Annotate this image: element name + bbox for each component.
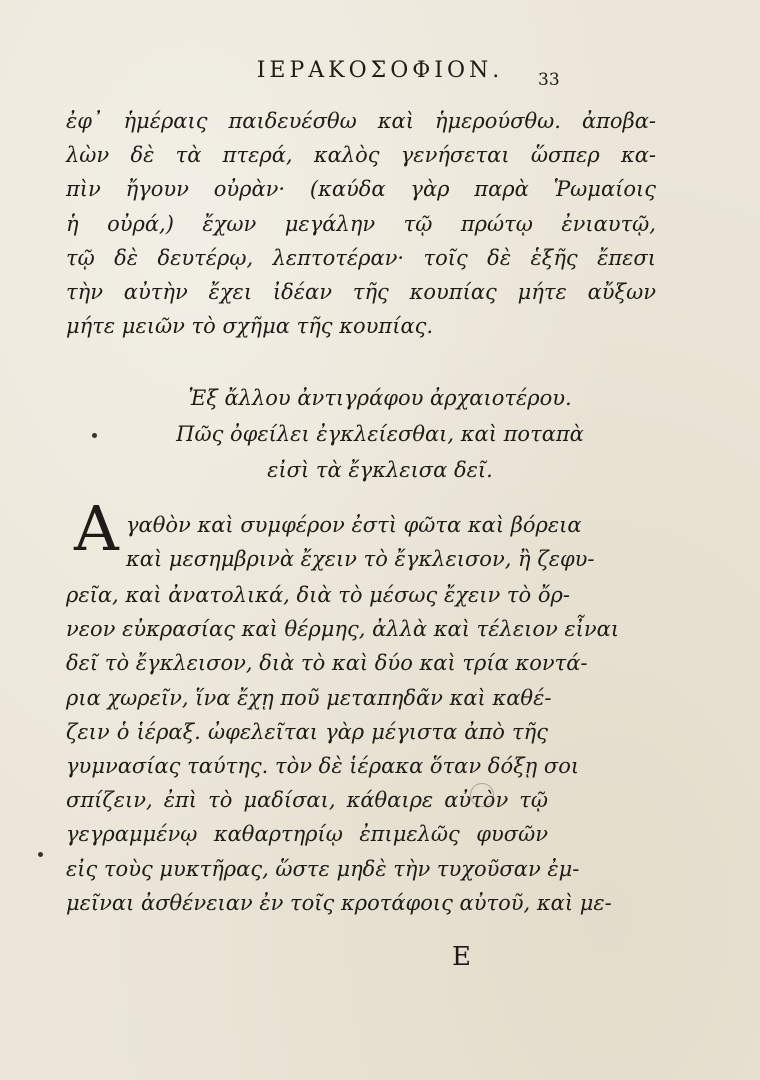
paragraph-1 — [66, 104, 656, 343]
text-line: τὴν αὐτὴν ἔχει ἰδέαν τῆς κουπίας μήτε αὔξων — [66, 280, 656, 305]
ink-blot-mark — [470, 783, 494, 807]
paragraph-2-indented — [126, 508, 595, 576]
heading-line: Πῶς ὀφείλει ἐγκλείεσθαι, καὶ ποταπὰ — [176, 422, 584, 446]
running-head: ΙΕΡΑΚΟΣΟΦΙΟΝ. — [256, 58, 504, 83]
text-line: λὼν δὲ τὰ πτερά, καλὸς γενήσεται ὥσπερ κα- — [66, 143, 656, 168]
heading-line: εἰσὶ τὰ ἔγκλεισα δεῖ. — [267, 458, 493, 482]
text-line: τῷ δὲ δευτέρῳ, λεπτοτέραν· τοῖς δὲ ἑξῆς ἔπεσι — [66, 245, 656, 270]
text-line: καὶ μεσημβρινὰ ἔχειν τὸ ἔγκλεισον, ἢ ζεφυ- — [126, 547, 595, 572]
text-line: γυμνασίας ταύτης. τὸν δὲ ἱέρακα ὅταν δόξῃ σοι — [66, 754, 580, 779]
text-line: σπίζειν, ἐπὶ τὸ μαδίσαι, κάθαιρε αὐτὸν τῷ — [66, 788, 548, 813]
paragraph-2 — [66, 578, 620, 920]
text-line: ἐφ᾽ ἡμέραις παιδευέσθω καὶ ἡμερούσθω. ἀποβα- — [66, 109, 656, 133]
margin-dot-mark — [38, 852, 43, 857]
text-line: δεῖ τὸ ἔγκλεισον, διὰ τὸ καὶ δύο καὶ τρία κοντά- — [66, 651, 588, 676]
text-line: ἡ οὐρά,) ἔχων μεγάλην τῷ πρώτῳ ἐνιαυτῷ, — [66, 211, 656, 236]
text-line: γεγραμμένῳ καθαρτηρίῳ ἐπιμελῶς φυσῶν — [66, 822, 548, 847]
heading-line: Ἐξ ἄλλου ἀντιγράφου ἀρχαιοτέρου. — [188, 386, 572, 410]
text-line: πὶν ἤγουν οὐρὰν· (καύδα γὰρ παρὰ Ῥωμαίοις — [66, 177, 656, 202]
catchword-signature: Ε — [452, 942, 471, 972]
text-line: ρεῖα, καὶ ἀνατολικά, διὰ τὸ μέσως ἔχειν τὸ ὄρ- — [66, 583, 570, 607]
text-line: γαθὸν καὶ συμφέρον ἐστὶ φῶτα καὶ βόρεια — [126, 513, 582, 537]
text-line: μήτε μειῶν τὸ σχῆμα τῆς κουπίας. — [66, 314, 434, 339]
drop-cap-initial: Α — [74, 492, 119, 565]
text-line: ζειν ὁ ἱέραξ. ὠφελεῖται γὰρ μέγιστα ἀπὸ τῆς — [66, 719, 548, 744]
text-line: μεῖναι ἀσθένειαν ἐν τοῖς κροτάφοις αὐτοῦ, καὶ με- — [66, 890, 612, 915]
margin-dot-mark — [92, 433, 97, 438]
section-heading — [0, 380, 760, 488]
text-line: εἰς τοὺς μυκτῆρας, ὥστε μηδὲ τὴν τυχοῦσαν ἐμ- — [66, 856, 580, 881]
text-line: ρια χωρεῖν, ἵνα ἔχῃ ποῦ μεταπηδᾶν καὶ καθέ- — [66, 685, 552, 710]
page-number: 33 — [538, 70, 560, 90]
text-line: νεον εὐκρασίας καὶ θέρμης, ἀλλὰ καὶ τέλειον εἶναι — [66, 617, 620, 642]
